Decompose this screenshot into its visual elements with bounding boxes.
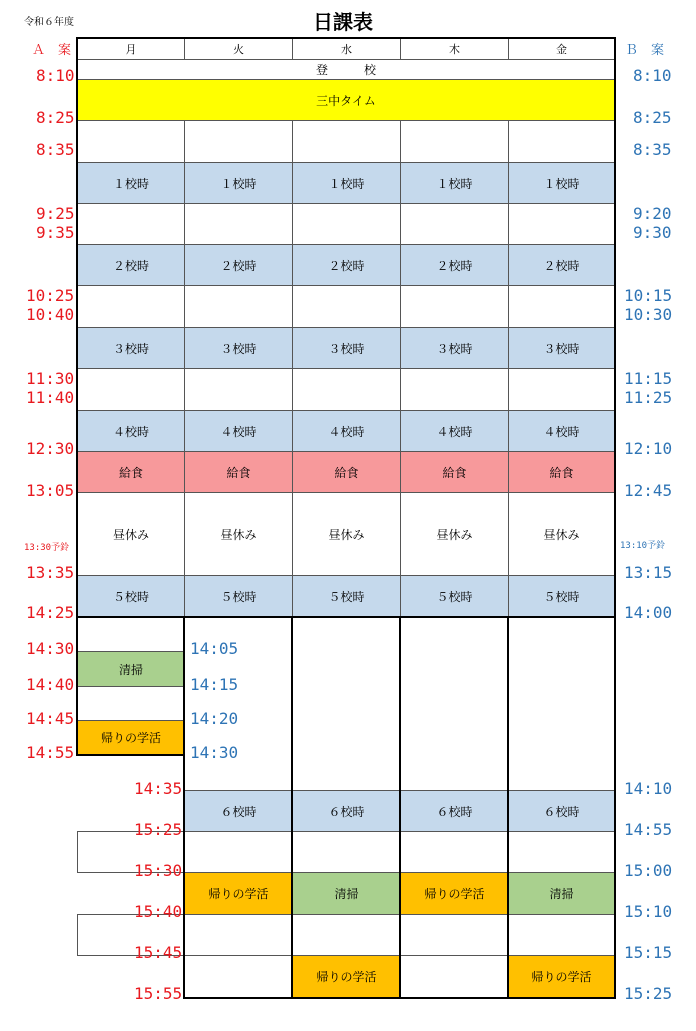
homeroom-mon: 帰りの学活 xyxy=(77,720,185,755)
empty-cell xyxy=(400,368,509,411)
empty-cell xyxy=(77,617,185,652)
time-b: 11:15 xyxy=(624,369,673,388)
empty-cell xyxy=(400,203,509,245)
time-b: 15:15 xyxy=(624,943,673,962)
time-b: 12:10 xyxy=(624,439,673,458)
time-b: 14:55 xyxy=(624,820,673,839)
period6-wed: ６校時 xyxy=(292,790,401,832)
lunch-break-tue: 昼休み xyxy=(184,492,293,576)
period2-thu: ２校時 xyxy=(400,244,509,286)
time-b-bell: 13:10予鈴 xyxy=(620,541,666,551)
empty-cell xyxy=(400,914,509,956)
lunch-break-mon: 昼休み xyxy=(77,492,185,576)
lunch-wed: 給食 xyxy=(292,451,401,493)
tue-left-border xyxy=(183,616,185,999)
empty-cell xyxy=(77,203,185,245)
empty-cell xyxy=(508,368,615,411)
time-a: 8:35 xyxy=(36,140,75,159)
time-b: 9:30 xyxy=(633,223,672,242)
day-header-fri: 金 xyxy=(508,38,615,60)
time-a: 11:30 xyxy=(26,369,75,388)
empty-cell xyxy=(292,914,401,956)
period4-tue: ４校時 xyxy=(184,410,293,452)
period2-tue: ２校時 xyxy=(184,244,293,286)
time-a: 14:35 xyxy=(134,779,183,798)
period3-mon: ３校時 xyxy=(77,327,185,369)
time-a: 14:40 xyxy=(26,675,75,694)
period5-thu: ５校時 xyxy=(400,575,509,618)
fri-left-border xyxy=(507,616,509,999)
time-a: 10:25 xyxy=(26,286,75,305)
empty-cell xyxy=(292,120,401,163)
time-b: 14:00 xyxy=(624,603,673,622)
empty-cell xyxy=(184,368,293,411)
empty-cell xyxy=(292,285,401,328)
lunch-break-wed: 昼休み xyxy=(292,492,401,576)
period5-bottom-border xyxy=(76,616,616,618)
period1-mon: １校時 xyxy=(77,162,185,204)
homeroom-tue: 帰りの学活 xyxy=(184,872,293,915)
time-a: 11:40 xyxy=(26,388,75,407)
empty-cell xyxy=(77,686,185,721)
time-b: 10:15 xyxy=(624,286,673,305)
period2-wed: ２校時 xyxy=(292,244,401,286)
time-tue: 14:05 xyxy=(190,639,239,658)
empty-cell xyxy=(508,120,615,163)
time-a: 8:25 xyxy=(36,108,75,127)
empty-cell xyxy=(77,368,185,411)
time-b: 8:35 xyxy=(633,140,672,159)
period2-fri: ２校時 xyxy=(508,244,615,286)
sanchu-time-row: 三中タイム xyxy=(77,79,615,121)
time-b: 14:10 xyxy=(624,779,673,798)
time-a: 8:10 xyxy=(36,66,75,85)
time-b: 8:25 xyxy=(633,108,672,127)
period6-tue: ６校時 xyxy=(184,790,293,832)
period3-tue: ３校時 xyxy=(184,327,293,369)
cleaning-wed: 清掃 xyxy=(292,872,401,915)
empty-cell xyxy=(508,285,615,328)
time-a: 15:55 xyxy=(134,984,183,1003)
empty-cell xyxy=(508,914,615,956)
day-header-thu: 木 xyxy=(400,38,509,60)
homeroom-wed: 帰りの学活 xyxy=(292,955,401,998)
table-border-right xyxy=(614,37,616,999)
time-b: 9:20 xyxy=(633,204,672,223)
empty-cell xyxy=(292,831,401,873)
day-header-mon: 月 xyxy=(77,38,185,60)
time-a: 9:25 xyxy=(36,204,75,223)
empty-cell xyxy=(508,203,615,245)
period4-mon: ４校時 xyxy=(77,410,185,452)
empty-cell xyxy=(184,203,293,245)
homeroom-fri: 帰りの学活 xyxy=(508,955,615,998)
period5-mon: ５校時 xyxy=(77,575,185,618)
day-header-wed: 水 xyxy=(292,38,401,60)
year-label: 令和６年度 xyxy=(24,17,74,28)
period4-fri: ４校時 xyxy=(508,410,615,452)
empty-cell xyxy=(184,285,293,328)
period1-wed: １校時 xyxy=(292,162,401,204)
empty-cell xyxy=(400,120,509,163)
empty-cell xyxy=(292,203,401,245)
period5-tue: ５校時 xyxy=(184,575,293,618)
period5-fri: ５校時 xyxy=(508,575,615,618)
time-a: 14:30 xyxy=(26,639,75,658)
empty-cell xyxy=(508,831,615,873)
time-a: 15:30 xyxy=(134,861,183,880)
cleaning-mon: 清掃 xyxy=(77,651,185,687)
empty-cell xyxy=(77,285,185,328)
lunch-break-fri: 昼休み xyxy=(508,492,615,576)
period1-fri: １校時 xyxy=(508,162,615,204)
empty-cell xyxy=(184,914,293,956)
lunch-thu: 給食 xyxy=(400,451,509,493)
lunch-tue: 給食 xyxy=(184,451,293,493)
time-b: 15:00 xyxy=(624,861,673,880)
time-b: 15:25 xyxy=(624,984,673,1003)
page-title: 日課表 xyxy=(313,10,373,34)
time-tue: 14:30 xyxy=(190,743,239,762)
time-b: 8:10 xyxy=(633,66,672,85)
period1-thu: １校時 xyxy=(400,162,509,204)
arrival-row: 登 校 xyxy=(77,59,615,80)
time-a: 15:45 xyxy=(134,943,183,962)
lunch-break-thu: 昼休み xyxy=(400,492,509,576)
period4-thu: ４校時 xyxy=(400,410,509,452)
time-tue: 14:20 xyxy=(190,709,239,728)
empty-cell xyxy=(184,120,293,163)
time-a: 13:05 xyxy=(26,481,75,500)
time-b: 12:45 xyxy=(624,481,673,500)
thu-left-border xyxy=(399,616,401,999)
period6-thu: ６校時 xyxy=(400,790,509,832)
table-border-top xyxy=(76,37,616,39)
plan-b-label: Ｂ 案 xyxy=(625,43,665,58)
empty-cell xyxy=(400,831,509,873)
time-a: 14:25 xyxy=(26,603,75,622)
time-b: 11:25 xyxy=(624,388,673,407)
period2-mon: ２校時 xyxy=(77,244,185,286)
empty-cell xyxy=(292,368,401,411)
period4-wed: ４校時 xyxy=(292,410,401,452)
lunch-fri: 給食 xyxy=(508,451,615,493)
time-a: 15:25 xyxy=(134,820,183,839)
empty-cell xyxy=(77,120,185,163)
wed-left-border xyxy=(291,616,293,999)
lunch-mon: 給食 xyxy=(77,451,185,493)
time-a: 9:35 xyxy=(36,223,75,242)
empty-cell xyxy=(184,831,293,873)
mon-bottom-border xyxy=(76,754,185,756)
homeroom-thu: 帰りの学活 xyxy=(400,872,509,915)
day-header-tue: 火 xyxy=(184,38,293,60)
time-b: 10:30 xyxy=(624,305,673,324)
period3-thu: ３校時 xyxy=(400,327,509,369)
time-b: 13:15 xyxy=(624,563,673,582)
time-b: 15:10 xyxy=(624,902,673,921)
plan-a-label: Ａ 案 xyxy=(32,43,72,58)
table-border-left xyxy=(76,37,78,755)
empty-cell xyxy=(400,285,509,328)
period3-fri: ３校時 xyxy=(508,327,615,369)
time-a: 12:30 xyxy=(26,439,75,458)
time-a: 14:55 xyxy=(26,743,75,762)
time-a-bell: 13:30予鈴 xyxy=(24,543,70,553)
time-a: 14:45 xyxy=(26,709,75,728)
time-tue: 14:15 xyxy=(190,675,239,694)
time-a: 13:35 xyxy=(26,563,75,582)
period1-tue: １校時 xyxy=(184,162,293,204)
time-a: 10:40 xyxy=(26,305,75,324)
period3-wed: ３校時 xyxy=(292,327,401,369)
period5-wed: ５校時 xyxy=(292,575,401,618)
period6-fri: ６校時 xyxy=(508,790,615,832)
cleaning-fri: 清掃 xyxy=(508,872,615,915)
time-a: 15:40 xyxy=(134,902,183,921)
